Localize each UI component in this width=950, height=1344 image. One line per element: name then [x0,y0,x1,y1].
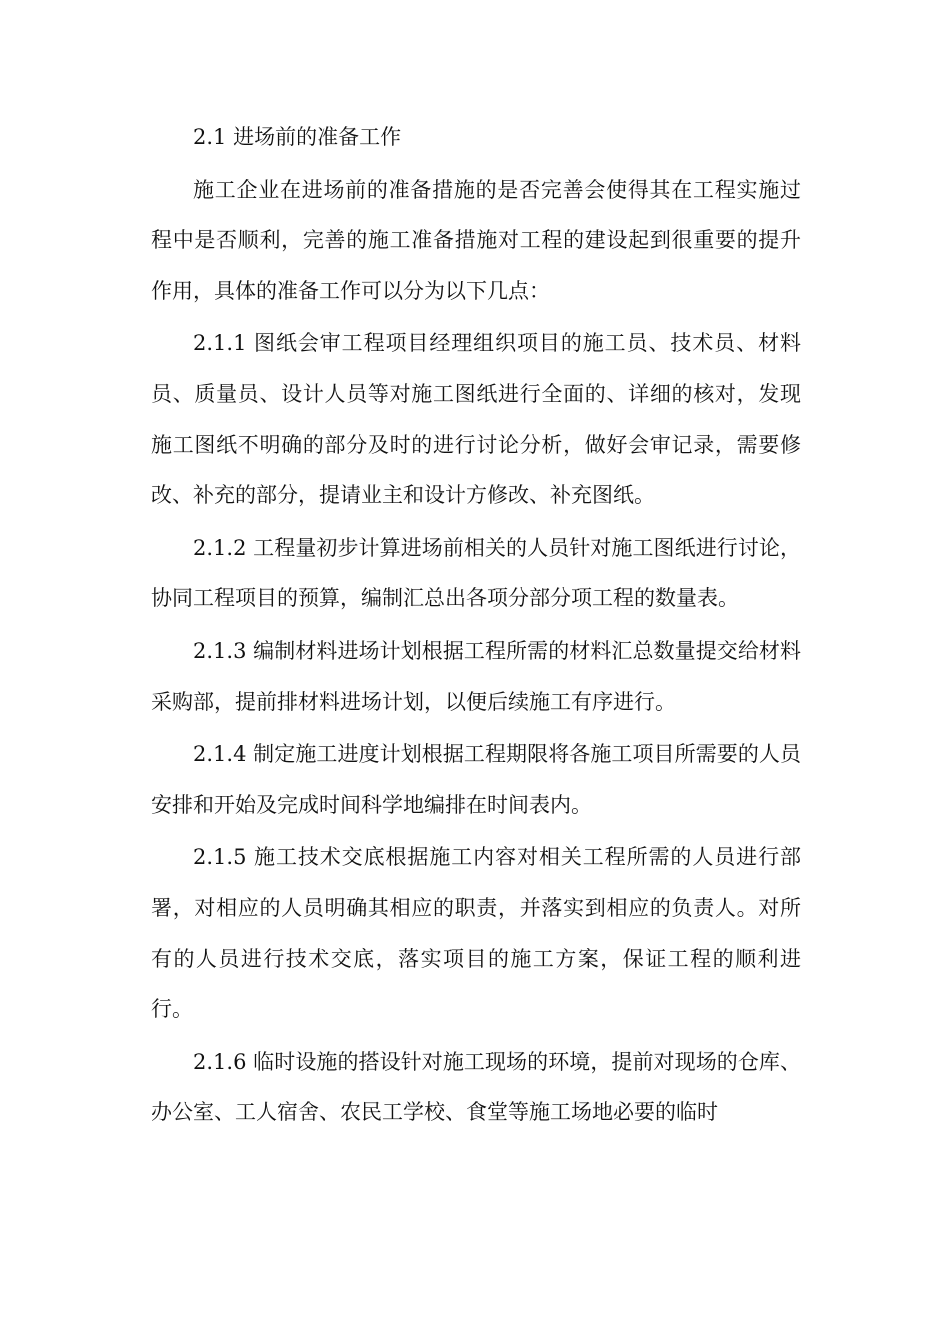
paragraph-2-1-3: 2.1.3 编制材料进场计划根据工程所需的材料汇总数量提交给材料采购部，提前排材料进场计划，以便后续施工有序进行。 [151,638,801,714]
document-body [151,112,801,1138]
section-heading: 2.1 进场前的准备工作 [193,125,402,149]
paragraph-2-1-1: 2.1.1 图纸会审工程项目经理组织项目的施工员、技术员、材料员、质量员、设计人员等对施工图纸进行全面的、详细的核对，发现施工图纸不明确的部分及时的进行讨论分析，做好会审记录，需要修改、补充的部分，提请业主和设计方修改、补充图纸。 [151,331,801,508]
paragraph-2-1-2: 2.1.2 工程量初步计算进场前相关的人员针对施工图纸进行讨论，协同工程项目的预算，编制汇总出各项分部分项工程的数量表。 [151,535,801,611]
paragraph-2-1-6: 2.1.6 临时设施的搭设针对施工现场的环境，提前对现场的仓库、办公室、工人宿舍、农民工学校、食堂等施工场地必要的临时 [151,1049,801,1125]
paragraph-2-1-5: 2.1.5 施工技术交底根据施工内容对相关工程所需的人员进行部署，对相应的人员明确其相应的职责，并落实到相应的负责人。对所有的人员进行技术交底，落实项目的施工方案，保证工程的顺利进行。 [151,845,801,1022]
paragraph-2-1-4: 2.1.4 制定施工进度计划根据工程期限将各施工项目所需要的人员安排和开始及完成时间科学地编排在时间表内。 [151,742,801,817]
paragraph-intro: 施工企业在进场前的准备措施的是否完善会使得其在工程实施过程中是否顺利，完善的施工准备措施对工程的建设起到很重要的提升作用，具体的准备工作可以分为以下几点： [151,177,801,303]
